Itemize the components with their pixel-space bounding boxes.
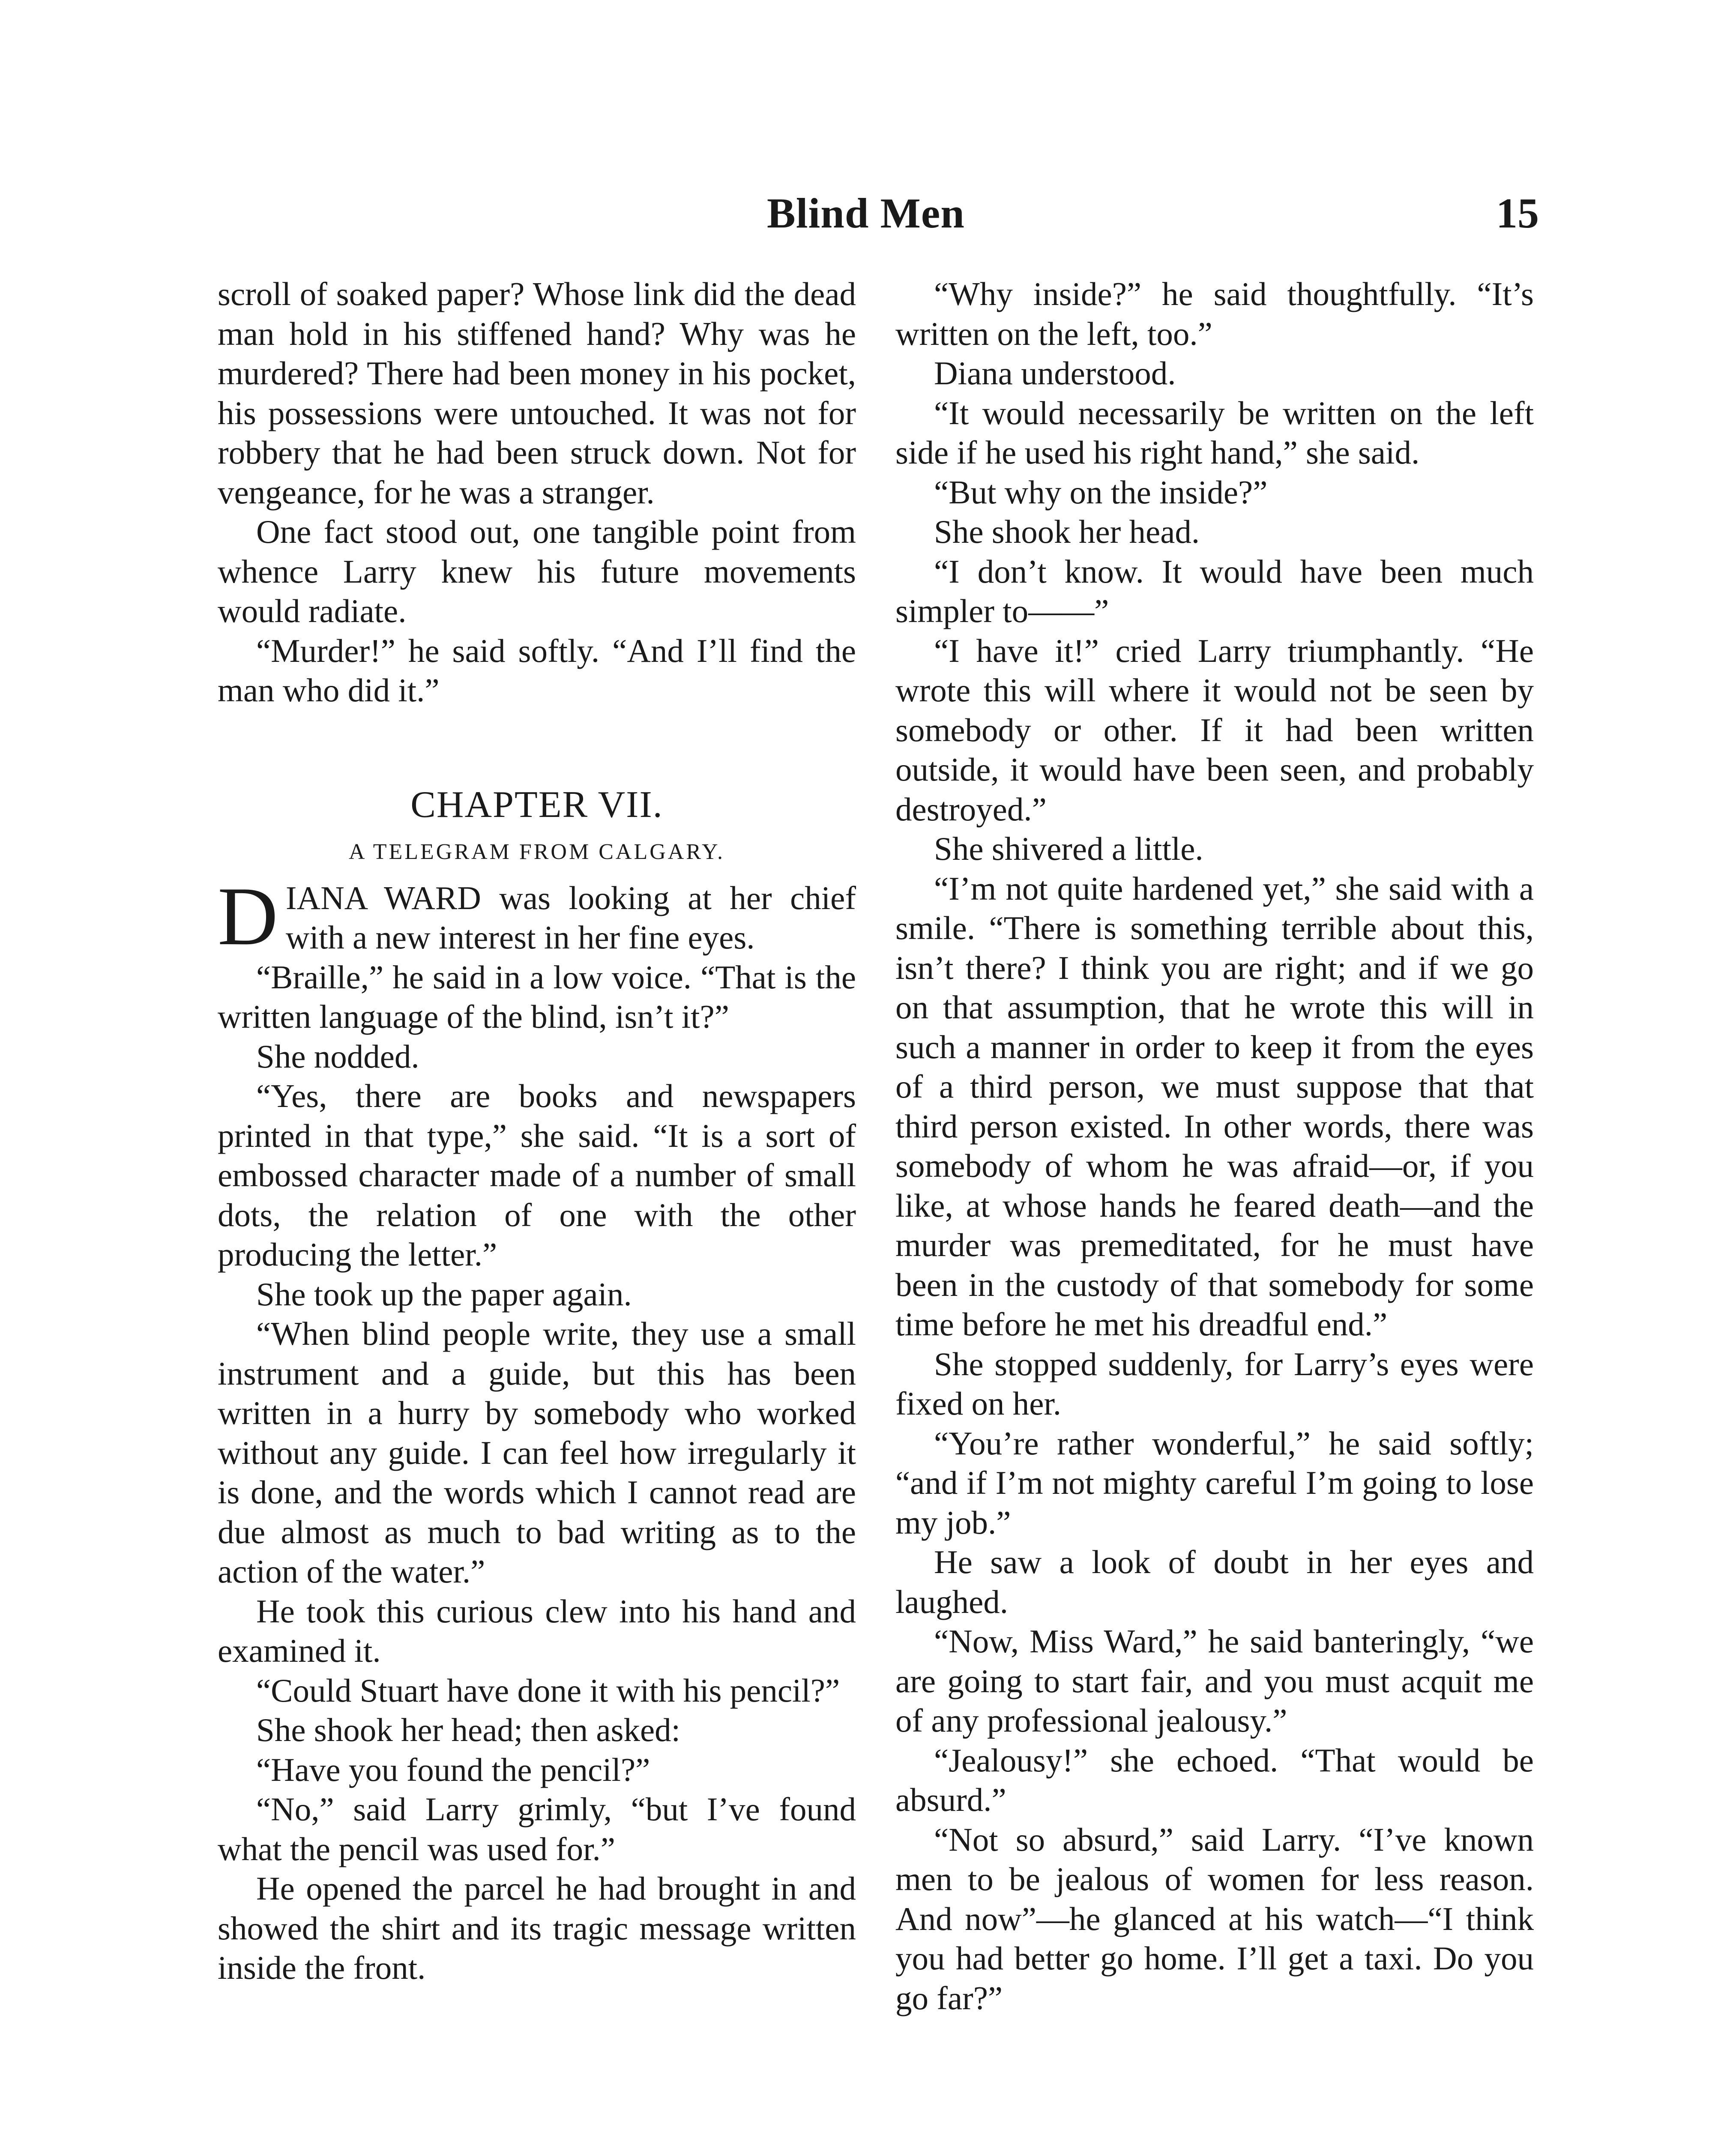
- paragraph: “No,” said Larry grimly, “but I’ve found what the pencil was used for.”: [218, 1791, 856, 1867]
- paragraph: “Yes, there are books and newspapers printed in that type,” she said. “It is a sort of embossed character made of a number of small dots, the relation of one with the other producing the letter.”: [218, 1077, 856, 1273]
- right-column: [895, 274, 1534, 2018]
- opening-text: IANA WARD was looking at her chief with a new interest in her fine eyes.: [285, 879, 856, 956]
- paragraph: She shook her head; then asked:: [256, 1711, 681, 1748]
- page-header: [0, 188, 1736, 244]
- paragraph: She nodded.: [256, 1038, 419, 1075]
- left-column: [218, 274, 856, 1988]
- paragraph: She stopped suddenly, for Larry’s eyes were fixed on her.: [895, 1345, 1534, 1422]
- paragraph: “Could Stuart have done it with his pencil?”: [256, 1672, 840, 1709]
- paragraph: scroll of soaked paper? Whose link did the dead man hold in his stiffened hand? Why was he murdered? There had been money in his pocket, his possessions were untouched. It was not for robbery that he had been struck down. Not for vengeance, for he was a stranger.: [218, 275, 856, 511]
- paragraph: He took this curious clew into his hand and examined it.: [218, 1592, 856, 1669]
- paragraph: “I have it!” cried Larry triumphantly. “He wrote this will where it would not be seen by somebody or other. If it had been written outside, it would have been seen, and probably destroyed.”: [895, 632, 1534, 828]
- chapter-opening-paragraph: [218, 870, 856, 963]
- chapter-heading: CHAPTER VII.: [410, 784, 663, 826]
- paragraph: “You’re rather wonderful,” he said softly; “and if I’m not mighty careful I’m going to lose my job.”: [895, 1424, 1534, 1541]
- paragraph: She shivered a little.: [934, 830, 1203, 867]
- paragraph: He saw a look of doubt in her eyes and laughed.: [895, 1544, 1534, 1620]
- paragraph: “Braille,” he said in a low voice. “That is the written language of the blind, isn’t it?”: [218, 958, 856, 1035]
- paragraph: Diana understood.: [934, 355, 1176, 392]
- paragraph: “Have you found the pencil?”: [256, 1751, 650, 1788]
- paragraph: “Now, Miss Ward,” he said banteringly, “we are going to start fair, and you must acquit me of any professional jealousy.”: [895, 1623, 1534, 1739]
- chapter-subtitle: A TELEGRAM FROM CALGARY.: [349, 840, 725, 864]
- paragraph: One fact stood out, one tangible point from whence Larry knew his future movements would radiate.: [218, 513, 856, 629]
- paragraph: “I’m not quite hardened yet,” she said with a smile. “There is something terrible about this, isn’t there? I think you are right; and if we go on that assumption, that he wrote this will in such a manner in order to keep it from the eyes of a third person, we must suppose that that third person existed. In other words, there was somebody of whom he was afraid—or, if you like, at whose hands he feared death—and the murder was premeditated, for he must have been in the custody of that somebody for some time before he met his dreadful end.”: [895, 870, 1534, 1343]
- paragraph: “Murder!” he said softly. “And I’ll find the man who did it.”: [218, 632, 856, 709]
- drop-cap: D: [218, 870, 278, 963]
- paragraph: She shook her head.: [934, 513, 1200, 550]
- paragraph: He opened the parcel he had brought in and showed the shirt and its tragic message written inside the front.: [218, 1870, 856, 1986]
- paragraph: “I don’t know. It would have been much simpler to——”: [895, 553, 1534, 629]
- page-number: 15: [1496, 189, 1539, 237]
- paragraph: “It would necessarily be written on the left side if he used his right hand,” she said.: [895, 394, 1534, 471]
- paragraph: She took up the paper again.: [256, 1275, 632, 1313]
- running-title: Blind Men: [767, 189, 965, 237]
- paragraph: “Not so absurd,” said Larry. “I’ve known men to be jealous of women for less reason. And now”—he glanced at his watch—“I think you had better go home. I’ll get a taxi. Do you go far?”: [895, 1821, 1534, 2016]
- paragraph: “Jealousy!” she echoed. “That would be absurd.”: [895, 1741, 1534, 1818]
- paragraph: “Why inside?” he said thoughtfully. “It’s written on the left, too.”: [895, 275, 1534, 352]
- paragraph: “When blind people write, they use a small instrument and a guide, but this has been written in a hurry by somebody who worked without any guide. I can feel how irregularly it is done, and the words which I cannot read are due almost as much to bad writing as to the action of the water.”: [218, 1315, 856, 1590]
- paragraph: “But why on the inside?”: [934, 473, 1268, 511]
